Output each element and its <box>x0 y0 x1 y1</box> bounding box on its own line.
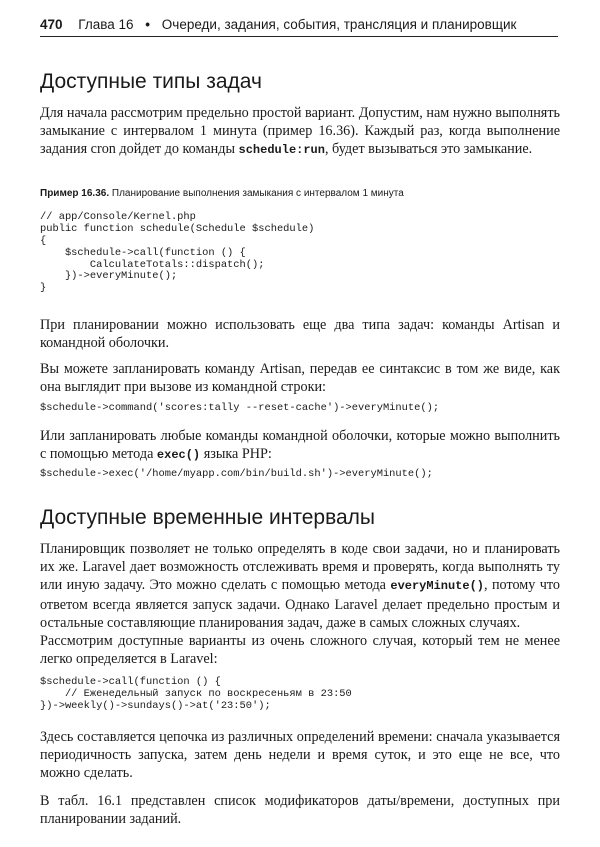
inline-code-everyminute: everyMinute() <box>390 579 484 594</box>
code-line: $schedule->exec('/home/myapp.com/bin/build.sh')->everyMinute(); <box>40 468 433 480</box>
code-line: } <box>40 282 47 295</box>
inline-code-exec: exec() <box>156 448 201 463</box>
code-block-exec <box>40 469 560 481</box>
chapter-title: Очереди, задания, события, трансляция и планировщик <box>161 17 517 32</box>
intro-paragraph: Для начала рассмотрим предельно простой вариант. Допустим, нам нужно выполнять замыкание с интервалом 1 минута (пример 16.36). Каждый раз, когда выполнение задания cron дойдет до команды schedule:run, будет вызываться это замыкание. <box>40 105 560 158</box>
chapter-label: Глава 16 <box>78 17 134 32</box>
paragraph-shell: Или запланировать любые команды командной оболочки, которые можно выполнить с помощью метода exec() языка PHP: <box>40 428 560 463</box>
code-line: public function schedule(Schedule $schedule) <box>40 222 315 235</box>
code-line: })->weekly()->sundays()->at('23:50'); <box>40 699 271 712</box>
code-block-example <box>40 212 560 295</box>
example-caption <box>40 187 560 201</box>
code-line: { <box>40 234 47 247</box>
code-line: $schedule->call(function () { <box>40 676 221 688</box>
paragraph-chain: Здесь составляется цепочка из различных определений времени: сначала указывается периодичность запуска, затем день недели и время суток, и это еще не все, что можно сделать. <box>40 729 560 782</box>
code-line: // Еженедельный запуск по воскресеньям в 23:50 <box>40 687 352 700</box>
paragraph-table-ref: В табл. 16.1 представлен список модификаторов даты/времени, доступных при планировании заданий. <box>40 793 560 828</box>
example-title: Планирование выполнения замыкания с интервалом 1 минута <box>111 188 404 199</box>
header-bullet: • <box>145 17 151 32</box>
paragraph-artisan: Вы можете запланировать команду Artisan, передав ее синтаксис в том же виде, как она выглядит при вызове из командной строки: <box>40 361 560 396</box>
code-line: $schedule->call(function () { <box>40 246 246 259</box>
code-line: // app/Console/Kernel.php <box>40 211 196 223</box>
section-heading-intervals: Доступные временные интервалы <box>40 506 376 529</box>
paragraph-two-types: При планировании можно использовать еще два типа задач: команды Artisan и командной оболочки. <box>40 317 560 352</box>
example-label: Пример 16.36. <box>40 188 110 199</box>
code-line: })->everyMinute(); <box>40 270 178 283</box>
paragraph-complex-case: Рассмотрим доступные варианты из очень сложного случая, который тем не менее легко определяется в Laravel: <box>40 633 560 668</box>
section-heading-task-types: Доступные типы задач <box>40 70 262 93</box>
running-header <box>40 14 558 37</box>
paragraph-scheduler: Планировщик позволяет не только определять в коде свои задачи, но и планировать их же. Laravel дает возможность отслеживать время и проверять, когда выполнять ту или иную задачу. Это можно сделать с помощью метода everyMinute(), потому что ответом всегда является запуск задачи. Однако Laravel делает предельно простым и остальные составляющие планирования задач, даже в самых сложных случаях. <box>40 541 560 631</box>
code-block-weekly <box>40 677 560 713</box>
code-line: $schedule->command('scores:tally --reset-cache')->everyMinute(); <box>40 402 440 414</box>
page-number: 470 <box>40 17 63 32</box>
inline-code-schedule-run: schedule:run <box>238 143 325 158</box>
code-block-artisan <box>40 403 560 415</box>
code-line: CalculateTotals::dispatch(); <box>40 258 265 271</box>
